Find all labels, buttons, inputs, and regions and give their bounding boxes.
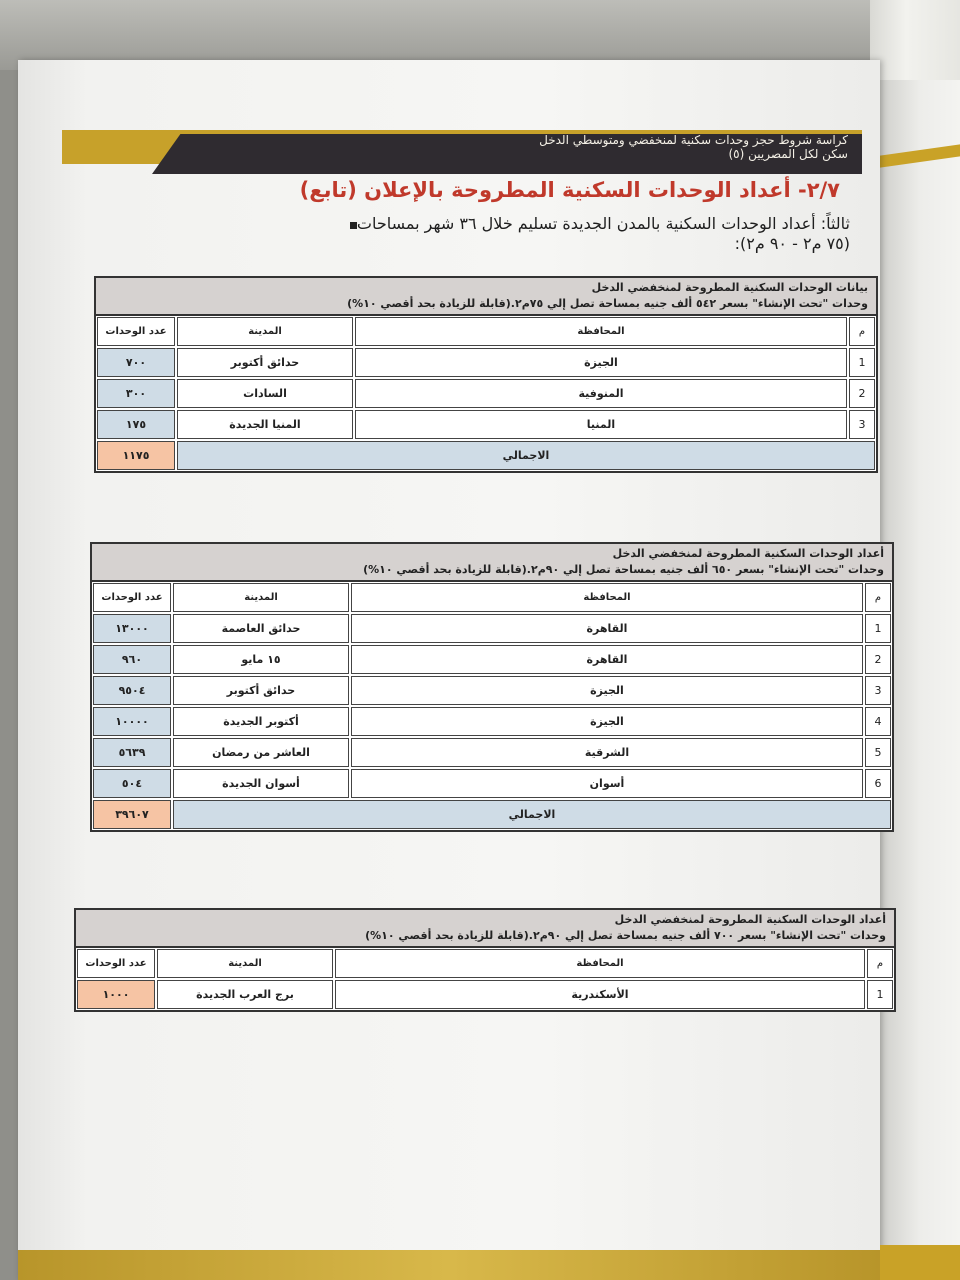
col-num: م	[865, 583, 891, 612]
table-2-title: أعداد الوحدات السكنية المطروحة لمنخفضي الدخل	[612, 547, 884, 560]
row-gov: الأسكندرية	[335, 980, 865, 1009]
bullet-paragraph	[80, 214, 850, 254]
col-count: عدد الوحدات	[93, 583, 171, 612]
table-row	[92, 706, 892, 737]
row-city: أكتوبر الجديدة	[173, 707, 349, 736]
col-num: م	[867, 949, 893, 978]
row-num: 5	[865, 738, 891, 767]
row-gov: الجيزة	[355, 348, 847, 377]
page-header	[62, 130, 862, 174]
table-row	[92, 768, 892, 799]
row-num: 3	[865, 676, 891, 705]
row-count: ١٧٥	[97, 410, 175, 439]
row-num: 1	[849, 348, 875, 377]
table-row	[92, 644, 892, 675]
row-count: ١٠٠٠٠	[93, 707, 171, 736]
col-gov: المحافظة	[335, 949, 865, 978]
table-3-head	[76, 910, 894, 948]
total-value: ٣٩٦٠٧	[93, 800, 171, 829]
row-city: حدائق العاصمة	[173, 614, 349, 643]
row-gov: أسوان	[351, 769, 863, 798]
table-row	[92, 613, 892, 644]
table-row	[92, 675, 892, 706]
col-count: عدد الوحدات	[77, 949, 155, 978]
table-2-subtitle: وحدات "تحت الإنشاء" بسعر ٦٥٠ ألف جنيه بمساحة تصل إلي ٩٠م٢.(قابلة للزيادة بحد أقصي ١٠%)	[363, 563, 884, 576]
total-row	[96, 440, 876, 471]
total-row	[92, 799, 892, 830]
col-gov: المحافظة	[351, 583, 863, 612]
row-city: برج العرب الجديدة	[157, 980, 333, 1009]
header-line1: كراسة شروط حجز وحدات سكنية لمنخفضي ومتوسطي الدخل	[539, 133, 848, 147]
row-city: ١٥ مايو	[173, 645, 349, 674]
table-row	[76, 979, 894, 1010]
table-1-title: بيانات الوحدات السكنية المطروحة لمنخفضي الدخل	[591, 281, 868, 294]
col-gov: المحافظة	[355, 317, 847, 346]
row-count: ٥٦٣٩	[93, 738, 171, 767]
bullet-line2: (٧٥ م٢ - ٩٠ م٢):	[734, 234, 850, 253]
row-city: أسوان الجديدة	[173, 769, 349, 798]
header-text	[248, 133, 848, 161]
row-gov: القاهرة	[351, 614, 863, 643]
table-3-subtitle: وحدات "تحت الإنشاء" بسعر ٧٠٠ ألف جنيه بمساحة تصل إلي ٩٠م٢.(قابلة للزيادة بحد أقصي ١٠%)	[365, 929, 886, 942]
row-gov: الجيزة	[351, 707, 863, 736]
units-table-3	[74, 908, 896, 1012]
row-city: السادات	[177, 379, 353, 408]
table-row	[92, 737, 892, 768]
row-count: ٥٠٤	[93, 769, 171, 798]
col-city: المدينة	[173, 583, 349, 612]
row-city: المنيا الجديدة	[177, 410, 353, 439]
row-num: 6	[865, 769, 891, 798]
row-num: 3	[849, 410, 875, 439]
table-1-subtitle: وحدات "تحت الإنشاء" بسعر ٥٤٢ ألف جنيه بمساحة تصل إلي ٧٥م٢.(قابلة للزيادة بحد أقصي ١٠%)	[347, 297, 868, 310]
total-label: الاجمالي	[177, 441, 875, 470]
row-num: 1	[865, 614, 891, 643]
bullet-dot-icon	[350, 222, 357, 229]
col-num: م	[849, 317, 875, 346]
row-count: ١٣٠٠٠	[93, 614, 171, 643]
table-2-head	[92, 544, 892, 582]
row-gov: المنوفية	[355, 379, 847, 408]
table-row	[96, 378, 876, 409]
row-gov: الشرقية	[351, 738, 863, 767]
row-gov: القاهرة	[351, 645, 863, 674]
col-count: عدد الوحدات	[97, 317, 175, 346]
row-count: ٣٠٠	[97, 379, 175, 408]
header-line2: سكن لكل المصريين (٥)	[728, 147, 848, 161]
row-count: ٩٥٠٤	[93, 676, 171, 705]
section-title: ٢/٧- أعداد الوحدات السكنية المطروحة بالإعلان (تابع)	[299, 178, 840, 202]
bullet-line1: ثالثاً: أعداد الوحدات السكنية بالمدن الجديدة تسليم خلال ٣٦ شهر بمساحات	[356, 214, 850, 233]
table-1-column-header	[96, 316, 876, 347]
facing-page-footer-band	[880, 1245, 960, 1280]
row-city: العاشر من رمضان	[173, 738, 349, 767]
table-3-column-header	[76, 948, 894, 979]
table-2-column-header	[92, 582, 892, 613]
row-city: حدائق أكتوبر	[177, 348, 353, 377]
total-value: ١١٧٥	[97, 441, 175, 470]
row-num: 2	[865, 645, 891, 674]
row-num: 1	[867, 980, 893, 1009]
table-3-title: أعداد الوحدات السكنية المطروحة لمنخفضي الدخل	[614, 913, 886, 926]
units-table-2	[90, 542, 894, 832]
row-city: حدائق أكتوبر	[173, 676, 349, 705]
row-gov: المنيا	[355, 410, 847, 439]
col-city: المدينة	[177, 317, 353, 346]
total-label: الاجمالي	[173, 800, 891, 829]
page-footer-band	[18, 1250, 880, 1280]
row-gov: الجيزة	[351, 676, 863, 705]
row-count: ١٠٠٠	[77, 980, 155, 1009]
row-num: 2	[849, 379, 875, 408]
col-city: المدينة	[157, 949, 333, 978]
table-row	[96, 409, 876, 440]
units-table-1	[94, 276, 878, 473]
row-num: 4	[865, 707, 891, 736]
row-count: ٧٠٠	[97, 348, 175, 377]
table-row	[96, 347, 876, 378]
table-1-head	[96, 278, 876, 316]
row-count: ٩٦٠	[93, 645, 171, 674]
